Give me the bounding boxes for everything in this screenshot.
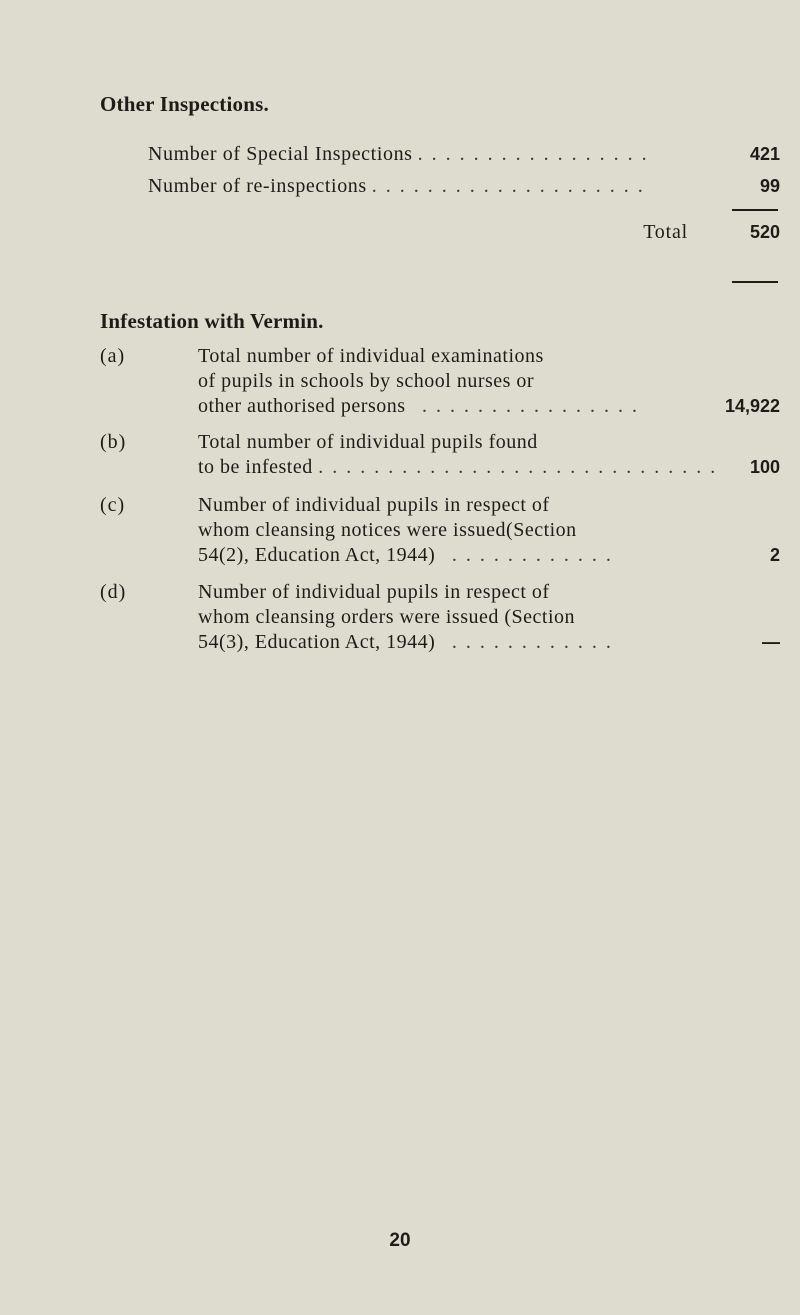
infestation-item-c — [100, 493, 780, 565]
item-text-line: to be infested . . . . . . . . . . . . . . . . . . . . . . . . . . . . . — [198, 456, 718, 478]
dot-leader: . . . . . . . . . . . . . . . . . . . . — [371, 175, 645, 197]
item-text-line: Total number of individual pupils found — [198, 431, 538, 453]
section-heading-infestation: Infestation with Vermin. — [100, 309, 324, 333]
re-inspections-value: 99 — [759, 176, 780, 196]
dot-leader: . . . . . . . . . . . . — [451, 631, 613, 653]
special-inspections-row — [148, 142, 780, 166]
dot-leader: . . . . . . . . . . . . — [451, 544, 613, 566]
item-value: 14,922 — [724, 396, 780, 416]
total-label: Total — [643, 221, 688, 243]
item-marker: (d) — [100, 581, 127, 603]
item-value: 100 — [749, 457, 780, 477]
item-value: — — [762, 632, 780, 652]
dot-leader: . . . . . . . . . . . . . . . . — [422, 395, 640, 417]
item-marker: (b) — [100, 431, 127, 453]
dot-leader: . . . . . . . . . . . . . . . . . . . . . . . . . . . . . — [318, 456, 718, 478]
item-text-line: Number of individual pupils in respect of — [198, 581, 550, 603]
item-text-line: 54(2), Education Act, 1944) . . . . . . . . . . . . — [198, 544, 613, 566]
page-number: 20 — [389, 1230, 411, 1251]
section-heading-other-inspections: Other Inspections. — [100, 92, 269, 116]
infestation-item-a — [100, 344, 780, 416]
dot-leader: . . . . . . . . . . . . . . . . . — [417, 143, 649, 165]
infestation-item-d — [100, 580, 780, 652]
infestation-item-b — [100, 430, 780, 478]
special-inspections-value: 421 — [749, 144, 780, 164]
item-text-line: whom cleansing orders were issued (Section — [198, 606, 576, 628]
item-text-line: other authorised persons . . . . . . . . . . . . . . . . — [198, 395, 640, 417]
item-value: 2 — [769, 545, 780, 565]
total-value: 520 — [749, 222, 780, 242]
special-inspections-label: Number of Special Inspections — [148, 143, 413, 165]
item-text-line: whom cleansing notices were issued(Section — [198, 519, 577, 541]
sum-rule-bottom — [732, 281, 778, 283]
item-text-line: Total number of individual examinations — [198, 345, 544, 367]
item-text-line: of pupils in schools by school nurses or — [198, 370, 535, 392]
item-marker: (a) — [100, 345, 126, 367]
item-text-line: 54(3), Education Act, 1944) . . . . . . . . . . . . — [198, 631, 613, 653]
item-marker: (c) — [100, 494, 126, 516]
item-text-line: Number of individual pupils in respect of — [198, 494, 550, 516]
re-inspections-label: Number of re-inspections — [148, 175, 367, 197]
sum-rule-top — [732, 209, 778, 211]
re-inspections-row — [148, 174, 780, 198]
